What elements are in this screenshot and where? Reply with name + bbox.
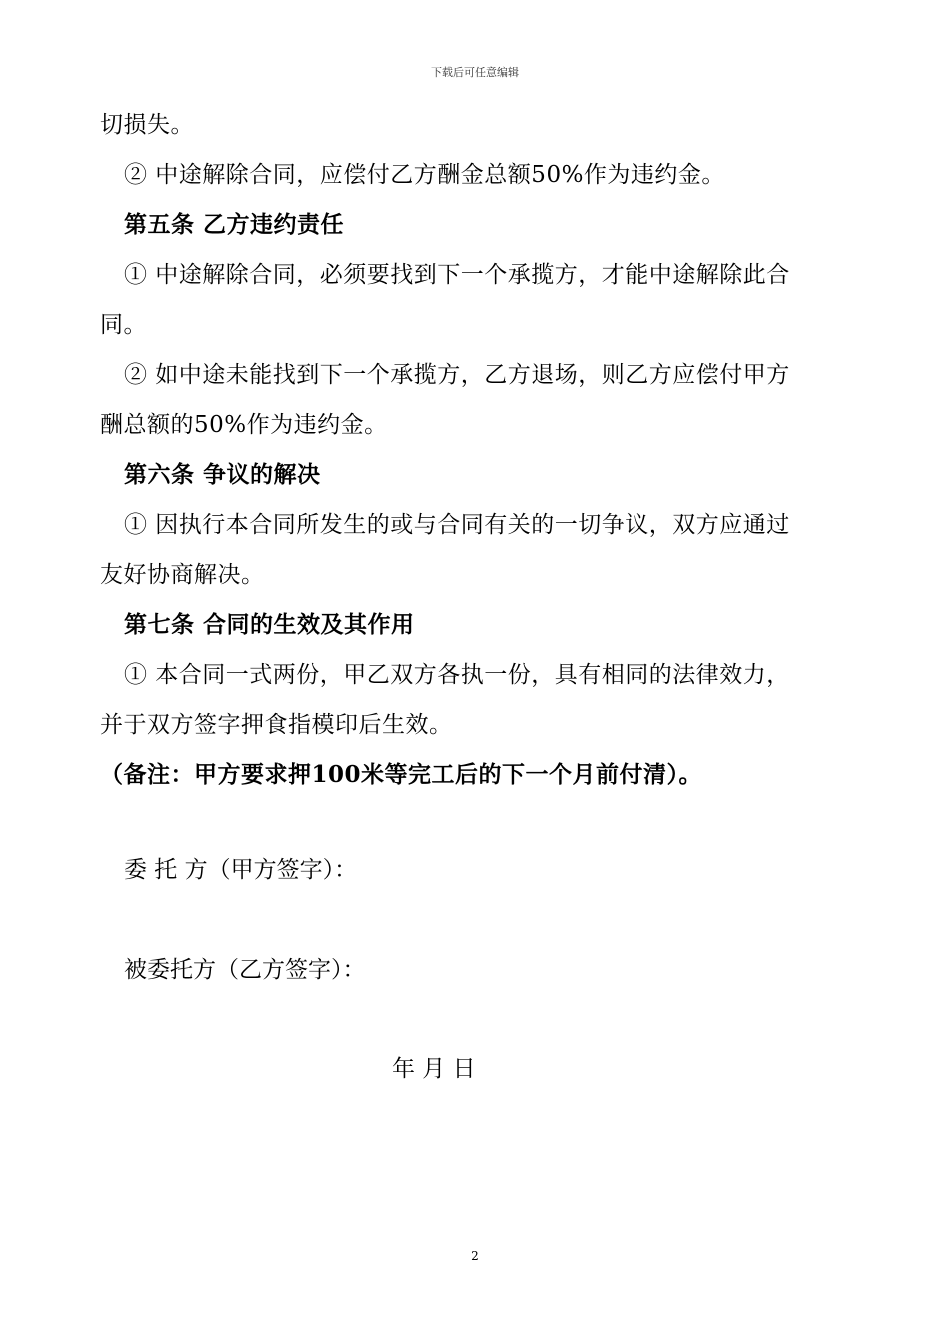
clause-6-item-1: ① 因执行本合同所发生的或与合同有关的一切争议，双方应通过 — [124, 512, 790, 538]
clause-5-item-2: ② 如中途未能找到下一个承揽方，乙方退场，则乙方应偿付甲方 — [124, 362, 790, 388]
article-7-heading: 第七条 合同的生效及其作用 — [124, 611, 415, 638]
clause-7-item-1-continuation: 并于双方签字押食指模印后生效。 — [100, 712, 453, 738]
signing-date: 年 月 日 — [392, 1056, 476, 1082]
page-number: 2 — [471, 1249, 479, 1263]
clause-5-item-1-continuation: 同。 — [100, 312, 147, 338]
clause-6-item-1-continuation: 友好协商解决。 — [100, 562, 265, 588]
body-line-continuation: 切损失。 — [100, 112, 194, 138]
remark-note: （备注：甲方要求押100米等完工后的下一个月前付清）。 — [100, 761, 703, 788]
page-header: 下载后可任意编辑 — [431, 66, 519, 79]
party-a-signature-label: 委 托 方（甲方签字）： — [124, 857, 358, 883]
article-6-heading: 第六条 争议的解决 — [124, 461, 321, 488]
party-b-signature-label: 被委托方（乙方签字）： — [124, 957, 366, 983]
clause-5-item-2-continuation: 酬总额的50%作为违约金。 — [100, 412, 388, 438]
article-5-heading: 第五条 乙方违约责任 — [124, 211, 345, 238]
clause-4-item-2: ② 中途解除合同，应偿付乙方酬金总额50%作为违约金。 — [124, 162, 725, 188]
clause-7-item-1: ① 本合同一式两份，甲乙双方各执一份，具有相同的法律效力， — [124, 662, 790, 688]
clause-5-item-1: ① 中途解除合同，必须要找到下一个承揽方，才能中途解除此合 — [124, 262, 790, 288]
contract-body — [100, 100, 852, 800]
